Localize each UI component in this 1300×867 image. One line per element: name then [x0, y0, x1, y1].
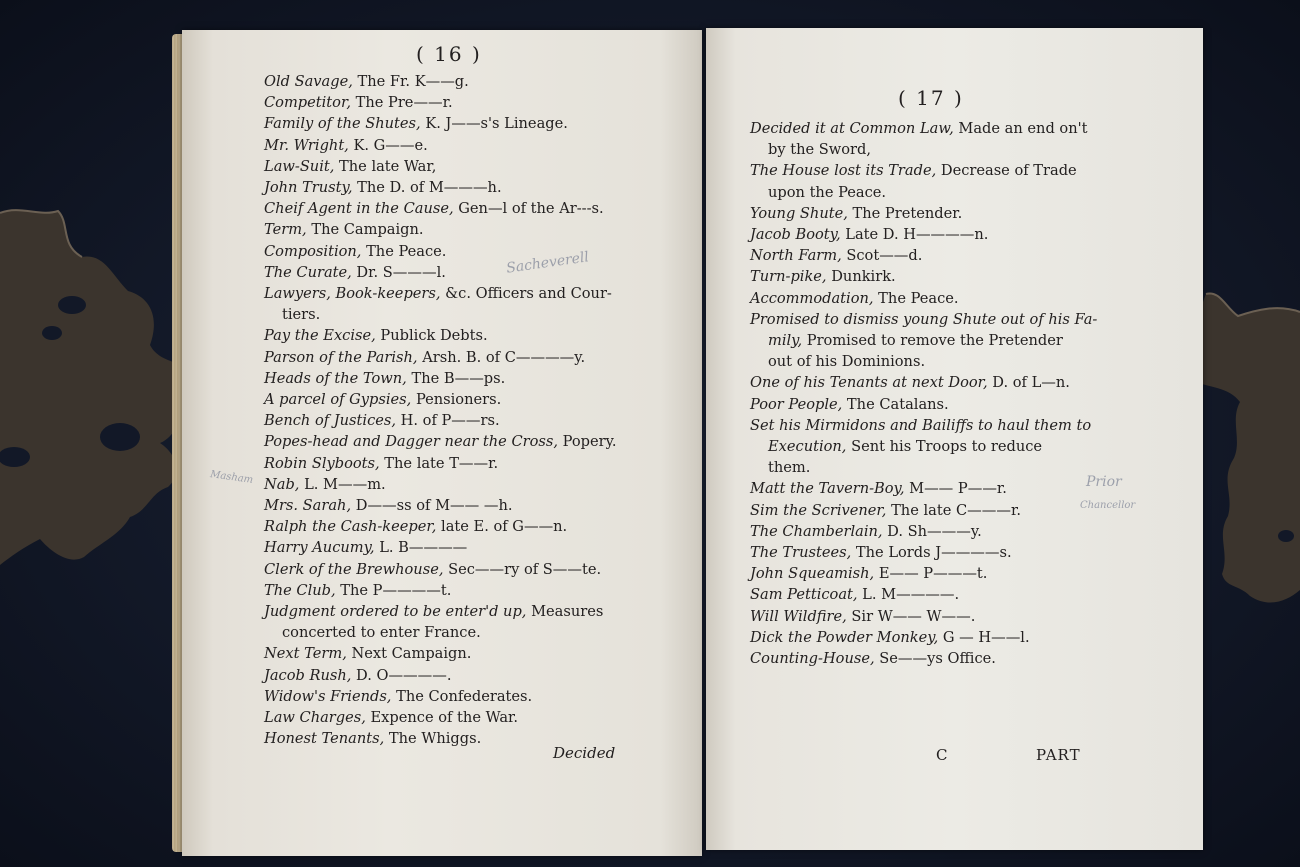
text-line [750, 203, 1097, 224]
line-key: Turn-pike, [750, 268, 827, 286]
line-value: Dunkirk. [826, 268, 896, 286]
line-value: The Pretender. [847, 204, 963, 222]
text-line [264, 71, 617, 92]
line-key: Robin Slyboots, [264, 454, 380, 472]
text-line [750, 245, 1097, 266]
line-key: Ralph the Cash-keeper, [264, 518, 437, 536]
text-line [264, 219, 617, 240]
line-value: upon the Peace. [768, 183, 887, 201]
line-value: The Fr. K——g. [352, 73, 469, 90]
line-value: Sir W—— W——. [846, 607, 976, 625]
line-value: Made an end on't [953, 120, 1088, 137]
line-value: tiers. [282, 306, 321, 324]
line-key: Cheif Agent in the Cause, [264, 200, 454, 218]
line-value: The Catalans. [842, 395, 949, 413]
text-line [750, 182, 1097, 203]
line-key: Sim the Scrivener, [750, 501, 887, 519]
text-line [750, 330, 1097, 351]
line-key: Mrs. Sarah, [264, 497, 352, 515]
line-key: The Chamberlain, [750, 522, 883, 540]
line-key: Family of the Shutes, [264, 115, 421, 133]
line-key: Heads of the Town, [264, 369, 407, 387]
line-key: mily, [768, 332, 803, 350]
page-number-right: ( 17 ) [898, 86, 964, 110]
line-value: Promised to remove the Pretender [802, 332, 1063, 350]
text-line [750, 160, 1097, 181]
line-value: The Lords J————s. [851, 544, 1012, 562]
line-key: Decided it at Common Law, [750, 120, 954, 137]
text-line [750, 266, 1097, 287]
line-key: The Trustees, [750, 544, 852, 562]
text-line [264, 453, 617, 474]
text-line [264, 92, 617, 113]
line-value: The Whiggs. [384, 730, 482, 748]
line-key: Competitor, [264, 94, 351, 112]
line-key: Accommodation, [750, 289, 874, 307]
text-line [264, 156, 617, 177]
line-key: Pay the Excise, [264, 327, 376, 345]
line-value: Se——ys Office. [874, 650, 996, 668]
text-line [750, 500, 1097, 521]
line-value: Next Campaign. [346, 645, 472, 663]
line-value: them. [768, 459, 811, 477]
line-key: Law-Suit, [264, 157, 335, 175]
line-value: Gen—l of the Ar---s. [453, 200, 604, 218]
line-key: The House lost its Trade, [750, 162, 937, 180]
line-value: Expence of the War. [365, 709, 519, 727]
line-key: Will Wildfire, [750, 607, 847, 625]
line-value: The Peace. [873, 289, 959, 307]
line-key: Composition, [264, 242, 362, 260]
line-value: M—— P——r. [904, 480, 1007, 498]
line-value: The Campaign. [306, 221, 424, 239]
text-line [264, 283, 617, 304]
line-key: Jacob Rush, [264, 666, 352, 684]
line-value: D. of L—n. [987, 374, 1070, 392]
line-value: Popery. [557, 433, 617, 451]
line-key: Counting-House, [750, 650, 875, 668]
line-key: Harry Aucumy, [264, 539, 375, 557]
text-line [750, 351, 1097, 372]
text-line [264, 622, 617, 643]
text-line [750, 584, 1097, 605]
line-key: Set his Mirmidons and Bailiffs to haul them to [750, 416, 1092, 434]
line-value: The late T——r. [379, 454, 499, 472]
line-key: Clerk of the Brewhouse, [264, 560, 444, 578]
line-key: Execution, [768, 438, 847, 456]
line-value: late E. of G——n. [436, 518, 568, 536]
line-key: Next Term, [264, 645, 347, 663]
line-value: The late War, [334, 157, 437, 175]
line-value: Publick Debts. [375, 327, 488, 345]
text-line [750, 118, 1097, 139]
margin-note-sacheverell: Sacheverell [505, 249, 590, 277]
left-page-text [264, 71, 617, 750]
catchword-left: Decided [553, 744, 616, 762]
line-key: Old Savage, [264, 73, 353, 90]
line-value: Sec——ry of S——te. [443, 560, 602, 578]
line-value: Measures [526, 603, 604, 621]
line-value: &c. Officers and Cour- [440, 285, 612, 303]
line-value: Dr. S———l. [351, 263, 446, 281]
line-value: concerted to enter France. [282, 624, 481, 642]
line-key: North Farm, [750, 247, 842, 265]
line-key: Bench of Justices, [264, 412, 397, 430]
text-line [750, 394, 1097, 415]
text-line [750, 521, 1097, 542]
text-line [750, 563, 1097, 584]
text-line [264, 135, 617, 156]
line-key: Mr. Wright, [264, 136, 349, 154]
right-page [706, 28, 1203, 850]
page-number-left: ( 16 ) [416, 42, 482, 66]
line-value: K. G——e. [348, 136, 428, 154]
line-value: The late C———r. [886, 501, 1021, 519]
line-value: The Pre——r. [350, 94, 453, 112]
text-line [750, 372, 1097, 393]
line-value: G — H——l. [938, 628, 1030, 646]
text-line [264, 325, 617, 346]
line-key: Honest Tenants, [264, 730, 385, 748]
line-value: The B——ps. [406, 369, 506, 387]
text-line [264, 580, 617, 601]
text-line [264, 431, 617, 452]
text-line [264, 389, 617, 410]
line-key: John Trusty, [264, 179, 353, 197]
right-page-text [750, 118, 1097, 669]
text-line [264, 410, 617, 431]
catchword-right: PART [1036, 746, 1081, 764]
line-key: Young Shute, [750, 204, 848, 222]
line-value: The P————t. [335, 581, 452, 599]
text-line [264, 665, 617, 686]
line-value: Pensioners. [411, 391, 502, 409]
text-line [264, 601, 617, 622]
text-line [750, 457, 1097, 478]
text-line [264, 516, 617, 537]
text-line [264, 177, 617, 198]
text-line [264, 304, 617, 325]
text-line [750, 224, 1097, 245]
line-value: L. M——m. [299, 475, 386, 493]
line-value: by the Sword, [768, 141, 871, 159]
line-key: A parcel of Gypsies, [264, 391, 412, 409]
line-key: Poor People, [750, 395, 843, 413]
line-key: John Squeamish, [750, 565, 875, 583]
text-line [264, 707, 617, 728]
line-key: Widow's Friends, [264, 687, 392, 705]
line-value: H. of P——rs. [396, 412, 500, 430]
line-value: D——ss of M—— —h. [351, 497, 513, 515]
line-key: Law Charges, [264, 709, 366, 727]
line-value: out of his Dominions. [768, 353, 926, 371]
line-key: Nab, [264, 475, 300, 493]
line-key: Lawyers, Book-keepers, [264, 285, 441, 303]
line-key: Parson of the Parish, [264, 348, 418, 366]
line-value: L. M————. [857, 586, 960, 604]
text-line [264, 347, 617, 368]
line-key: Dick the Powder Monkey, [750, 628, 939, 646]
line-value: Sent his Troops to reduce [846, 438, 1043, 456]
margin-note-chancellor: Chancellor [1080, 500, 1136, 511]
line-value: Late D. H————n. [840, 226, 989, 244]
text-line [264, 686, 617, 707]
text-line [750, 542, 1097, 563]
line-value: The Confederates. [391, 687, 533, 705]
line-key: The Club, [264, 581, 336, 599]
line-key: Popes-head and Dagger near the Cross, [264, 433, 558, 451]
text-line [264, 537, 617, 558]
text-line [750, 478, 1097, 499]
text-line [264, 643, 617, 664]
line-value: D. Sh———y. [882, 522, 982, 540]
text-line [264, 113, 617, 134]
line-key: Judgment ordered to be enter'd up, [264, 603, 527, 621]
margin-note-prior: Prior [1086, 474, 1122, 490]
line-key: Matt the Tavern-Boy, [750, 480, 905, 498]
line-value: The Peace. [361, 242, 447, 260]
line-value: The D. of M———h. [352, 179, 502, 197]
line-key: Jacob Booty, [750, 226, 841, 244]
line-key: Term, [264, 221, 307, 239]
text-line [750, 436, 1097, 457]
text-line [750, 288, 1097, 309]
text-line [750, 627, 1097, 648]
text-line [264, 474, 617, 495]
line-value: K. J——s's Lineage. [420, 115, 568, 133]
text-line [750, 415, 1097, 436]
text-line [264, 559, 617, 580]
line-key: The Curate, [264, 263, 352, 281]
line-key: Sam Petticoat, [750, 586, 858, 604]
line-key: One of his Tenants at next Door, [750, 374, 988, 392]
line-value: L. B———— [374, 539, 468, 557]
text-line [750, 648, 1097, 669]
line-value: Scot——d. [841, 247, 923, 265]
text-line [264, 495, 617, 516]
line-value: Decrease of Trade [936, 162, 1077, 180]
left-page [182, 30, 702, 856]
text-line [750, 309, 1097, 330]
signature-mark: C [936, 746, 949, 764]
line-value: E—— P———t. [874, 565, 988, 583]
line-value: D. O————. [351, 666, 452, 684]
text-line [264, 198, 617, 219]
text-line [750, 139, 1097, 160]
line-key: Promised to dismiss young Shute out of his Fa- [750, 310, 1098, 328]
text-line [750, 606, 1097, 627]
text-line [264, 368, 617, 389]
line-value: Arsh. B. of C————y. [417, 348, 586, 366]
margin-note-masham: Masham [209, 469, 254, 486]
